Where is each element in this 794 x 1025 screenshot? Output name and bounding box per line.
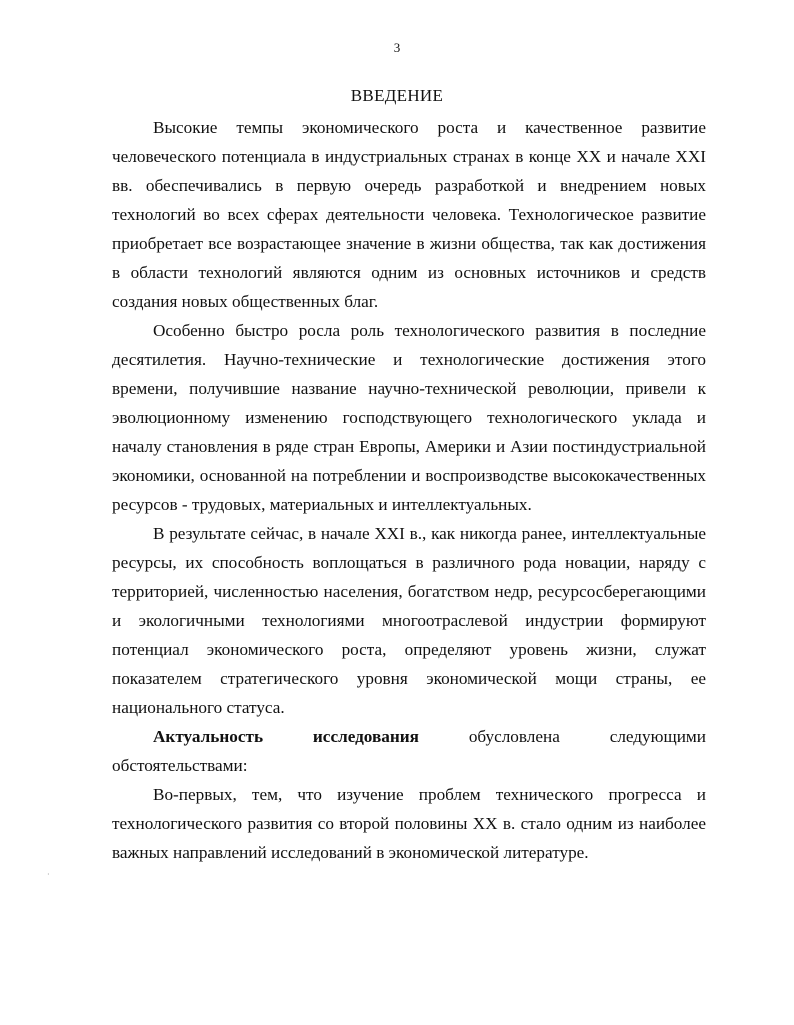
paragraph-1: Высокие темпы экономического роста и качественное развитие человеческого потенциала в индустриальных странах в конце XX и начале XXI вв. обеспечивались в первую очередь разработкой и внедрением новых технологий во всех сферах деятельности человека. Технологическое развитие приобретает все возрастающее значение в жизни общества, так как достижения в области технологий являются одним из основных источников и средств создания новых общественных благ.: [112, 118, 706, 311]
paragraph-final: Во-первых, тем, что изучение проблем технического прогресса и технологического развития со второй половины XX в. стало одним из наиболее важных направлений исследований в экономической литературе.: [112, 785, 706, 862]
margin-mark: ·: [47, 870, 50, 879]
page-number: 3: [393, 40, 401, 55]
actuality-paragraph: [112, 722, 706, 780]
paragraph-2: Особенно быстро росла роль технологического развития в последние десятилетия. Научно-технические и технологические достижения этого времени, получившие название научно-технической революции, привели к эволюционному изменению господствующего технологического уклада и началу становления в ряде стран Европы, Америки и Азии постиндустриальной экономики, основанной на потреблении и воспроизводстве высококачественных ресурсов - трудовых, материальных и интеллектуальных.: [112, 321, 706, 514]
section-heading: ВВЕДЕНИЕ: [350, 86, 444, 105]
actuality-lead: Актуальность исследования: [153, 727, 419, 746]
body-text: [112, 113, 706, 867]
actuality-rest: обусловлена следующими обстоятельствами:: [112, 727, 706, 775]
paragraph-3: В результате сейчас, в начале XXI в., как никогда ранее, интеллектуальные ресурсы, их способность воплощаться в различного рода новации, наряду с территорией, численностью населения, богатством недр, ресурсосберегающими и экологичными технологиями многоотраслевой индустрии формируют потенциал экономического роста, определяют уровень жизни, служат показателем стратегического уровня экономической мощи страны, ее национального статуса.: [112, 524, 706, 717]
